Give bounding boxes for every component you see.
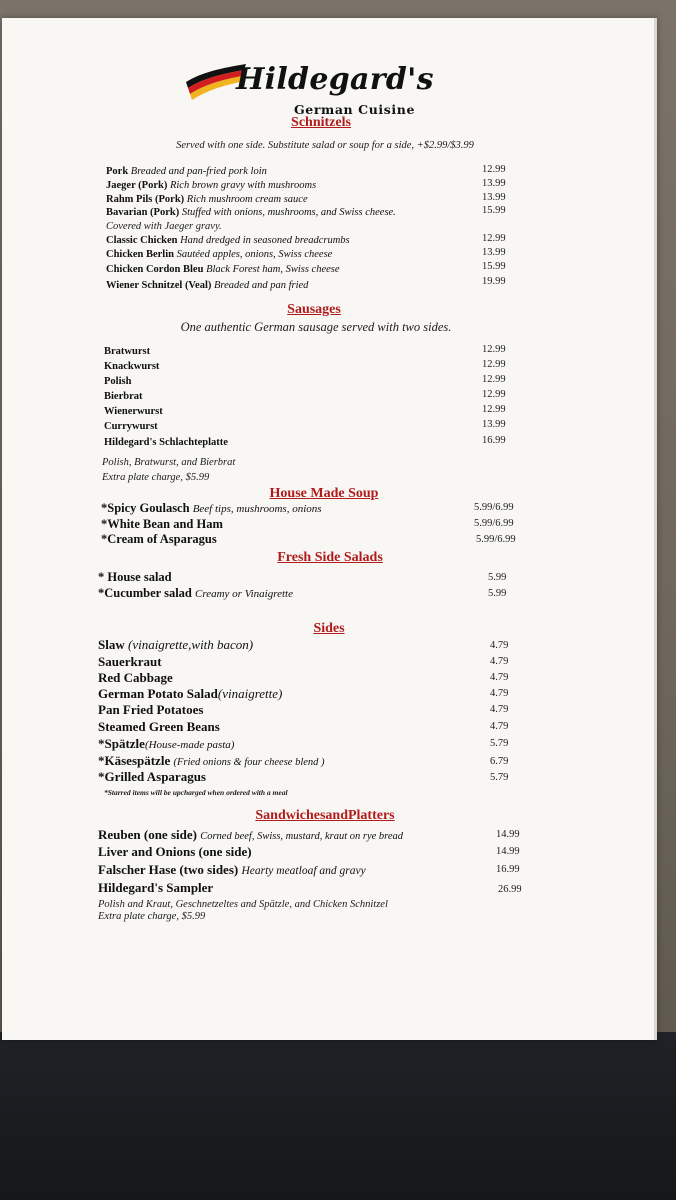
list-item: Bierbrat [104,391,143,402]
item-price: 12.99 [482,404,506,415]
section-heading-salads: Fresh Side Salads [277,550,383,565]
extra-charge-note: Extra plate charge, $5.99 [102,472,210,483]
menu-card [2,18,657,1040]
section-heading-soup: House Made Soup [269,486,379,501]
list-item: Bratwurst [104,346,151,357]
schnitzels-note: Served with one side. Substitute salad or soup for a side, +$2.99/$3.99 [176,140,474,151]
section-heading-sides: Sides [313,621,345,636]
list-item: *Cream of Asparagus [101,532,217,546]
extra-charge-note: Extra plate charge, $5.99 [98,911,206,922]
item-price: 26.99 [498,884,522,895]
item-price: 12.99 [482,374,506,385]
item-price: 4.79 [490,640,509,651]
item-price: 4.79 [490,672,509,683]
item-price: 12.99 [482,359,506,370]
list-item: Wiener Schnitzel (Veal) Breaded and pan fried [106,280,309,291]
list-item: *Spätzle(House-made pasta) [98,736,235,751]
brand-name: Hildegard's [236,62,434,97]
sausages-note: One authentic German sausage served with two sides. [180,320,452,334]
item-description: Polish, Bratwurst, and Bierbrat [102,457,236,468]
list-item: Jaeger (Pork) Rich brown gravy with mushrooms [106,180,317,191]
item-price: 5.79 [490,738,509,749]
item-price: 12.99 [482,164,506,175]
item-price: 13.99 [482,247,506,258]
list-item: Liver and Onions (one side) [98,844,252,859]
item-price: 14.99 [496,829,520,840]
item-price: 5.99/6.99 [476,534,516,545]
item-price: 6.79 [490,756,509,767]
list-item: * House salad [98,570,172,584]
item-price: 5.79 [490,772,509,783]
list-item: German Potato Salad(vinaigrette) [98,686,283,701]
list-item: *Spicy Goulasch Beef tips, mushrooms, onions [101,501,322,515]
item-price: 5.99 [488,572,507,583]
list-item: Chicken Cordon Bleu Black Forest ham, Swiss cheese [106,264,340,275]
list-item: Sauerkraut [98,654,162,669]
list-item: *Käsespätzle (Fried onions & four cheese blend ) [98,753,325,768]
item-price: 13.99 [482,178,506,189]
list-item: Slaw (vinaigrette,with bacon) [98,637,254,652]
item-price: 12.99 [482,233,506,244]
item-price: 4.79 [490,721,509,732]
restaurant-logo [184,46,454,126]
list-item: Currywurst [104,421,158,432]
list-item: Bavarian (Pork) Stuffed with onions, mushrooms, and Swiss cheese. [106,207,396,218]
list-item: Rahm Pils (Pork) Rich mushroom cream sauce [106,194,308,205]
list-item: Reuben (one side) Corned beef, Swiss, mustard, kraut on rye bread [98,827,403,842]
list-item: Hildegard's Schlachteplatte [104,437,228,448]
item-price: 13.99 [482,192,506,203]
list-item: Polish [104,376,132,387]
item-price: 4.79 [490,688,509,699]
brand-subtitle: German Cuisine [294,102,415,117]
item-price: 4.79 [490,656,509,667]
list-item: *White Bean and Ham [101,517,223,531]
item-price: 15.99 [482,205,506,216]
item-price: 15.99 [482,261,506,272]
item-price: 12.99 [482,389,506,400]
item-price: 4.79 [490,704,509,715]
list-item: Hildegard's Sampler [98,880,214,895]
item-price: 19.99 [482,276,506,287]
item-description: Covered with Jaeger gravy. [106,221,222,232]
item-price: 5.99/6.99 [474,518,514,529]
list-item: Falscher Hase (two sides) Hearty meatloaf and gravy [98,862,366,877]
list-item: Chicken Berlin Sautéed apples, onions, Swiss cheese [106,249,333,260]
list-item: *Cucumber salad Creamy or Vinaigrette [98,586,293,600]
item-price: 16.99 [482,435,506,446]
item-price: 13.99 [482,419,506,430]
list-item: Steamed Green Beans [98,719,220,734]
list-item: Knackwurst [104,361,160,372]
section-heading-schnitzels: Schnitzels [291,115,351,130]
item-price: 14.99 [496,846,520,857]
sampler-description: Polish and Kraut, Geschnetzeltes and Spätzle, and Chicken Schnitzel [98,899,388,910]
section-heading-sandwiches: SandwichesandPlatters [255,808,395,823]
item-price: 12.99 [482,344,506,355]
list-item: Wienerwurst [104,406,163,417]
item-price: 5.99 [488,588,507,599]
item-price: 5.99/6.99 [474,502,514,513]
list-item: Red Cabbage [98,670,173,685]
list-item: Pork Breaded and pan-fried pork loin [106,166,267,177]
list-item: *Grilled Asparagus [98,769,206,784]
item-price: 16.99 [496,864,520,875]
list-item: Classic Chicken Hand dredged in seasoned breadcrumbs [106,235,350,246]
section-heading-sausages: Sausages [287,302,341,317]
table-edge [0,1032,676,1200]
list-item: Pan Fried Potatoes [98,702,204,717]
starred-footnote: *Starred items will be upcharged when ordered with a meal [104,788,288,797]
